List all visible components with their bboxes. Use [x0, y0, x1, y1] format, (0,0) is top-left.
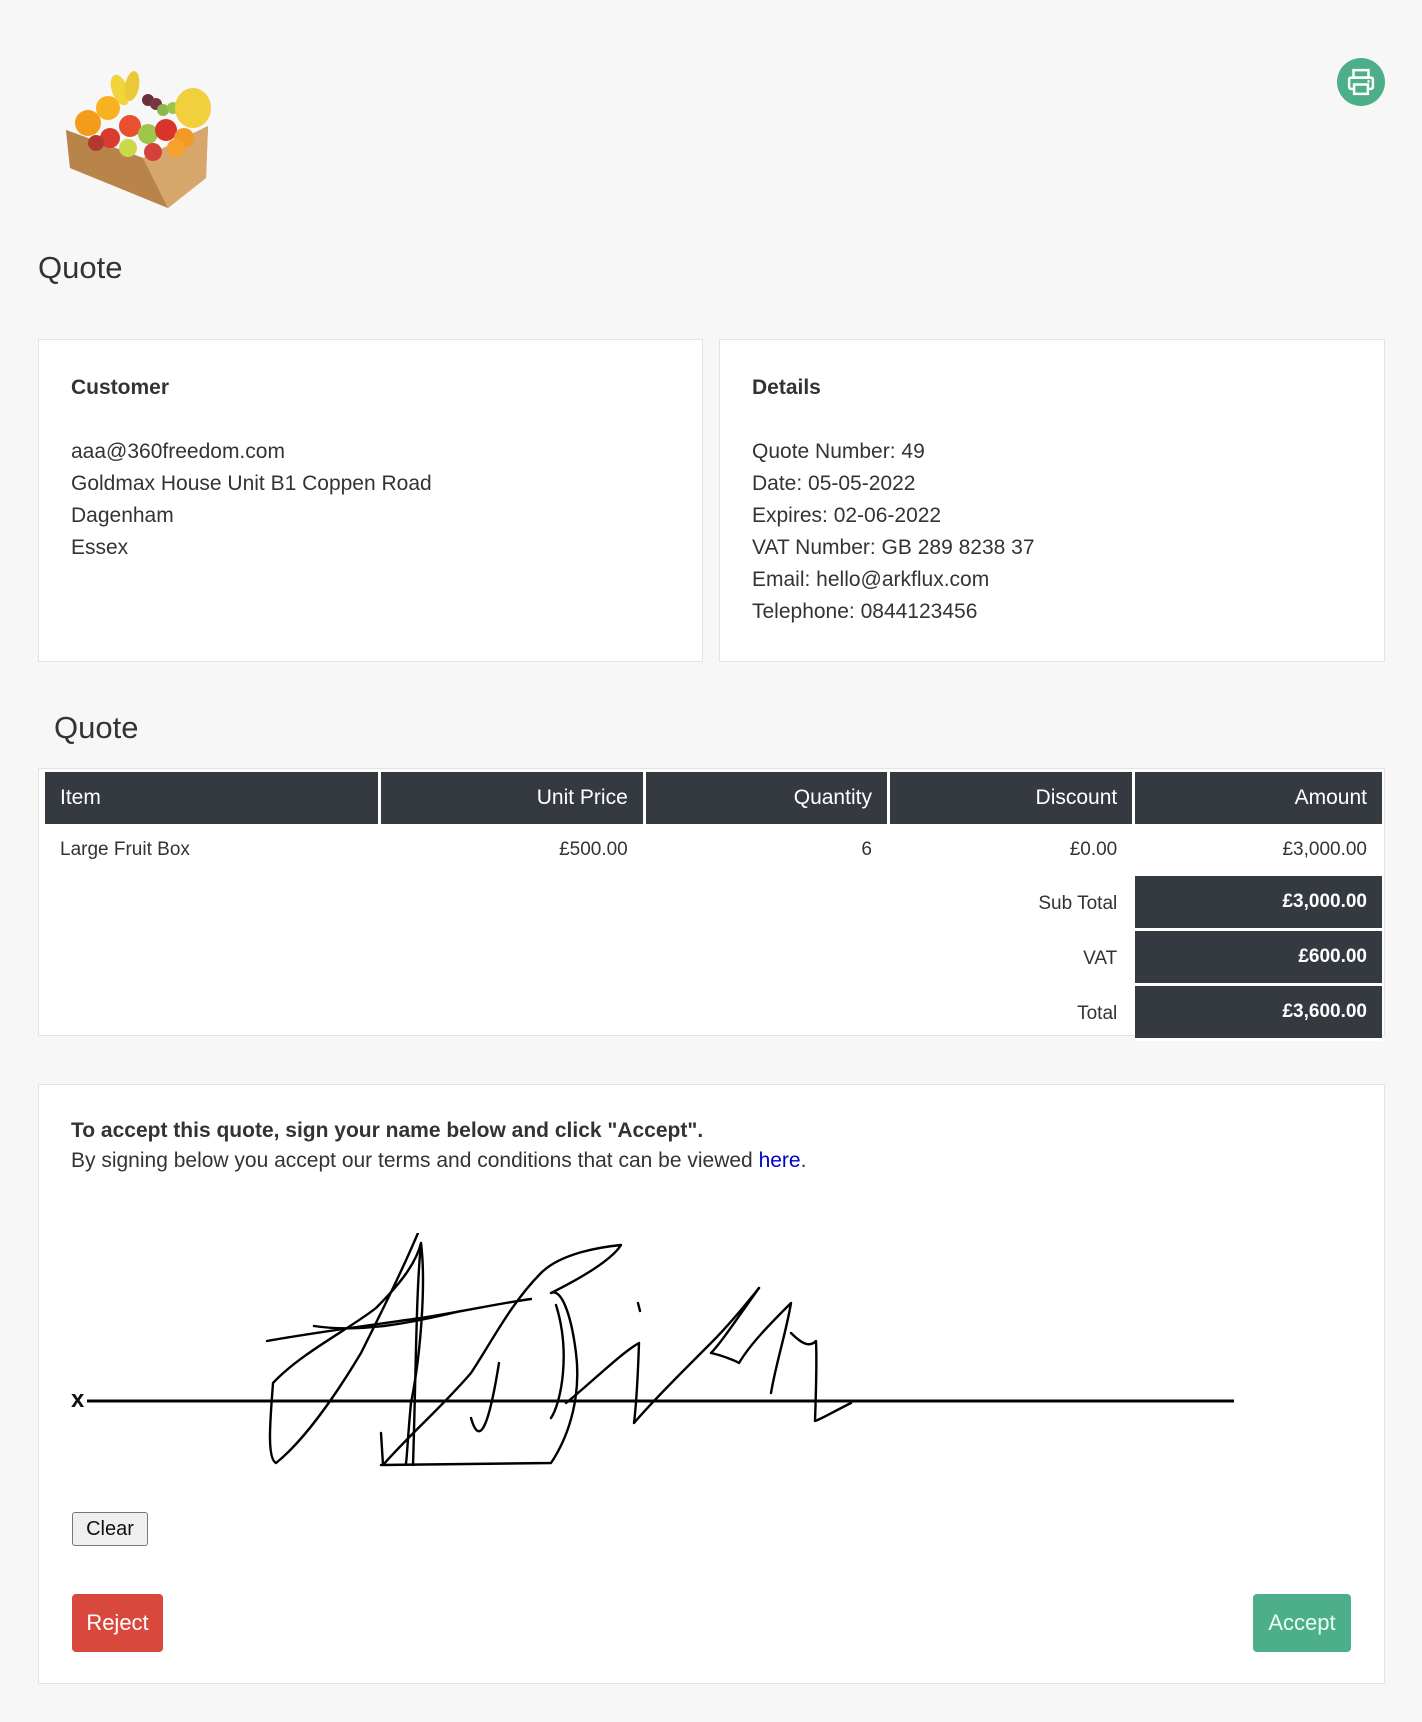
total-label: Total: [1077, 1002, 1118, 1024]
vat-label: VAT: [1083, 947, 1118, 969]
quote-table: [42, 772, 1385, 1041]
column-header-discount: Discount: [890, 772, 1132, 824]
signature-drawing: [71, 1233, 1361, 1483]
vat-number: VAT Number: GB 289 8238 37: [752, 536, 1035, 559]
customer-city: Dagenham: [71, 504, 174, 527]
customer-county: Essex: [71, 536, 129, 559]
quote-number: Quote Number: 49: [752, 440, 925, 463]
cell-discount: £0.00: [1069, 839, 1118, 860]
reject-button[interactable]: Reject: [72, 1594, 163, 1652]
customer-address: Goldmax House Unit B1 Coppen Road: [71, 472, 432, 495]
customer-card: [38, 339, 703, 662]
cell-amount: £3,000.00: [1282, 839, 1367, 860]
details-card: [719, 339, 1385, 662]
column-header-amount: Amount: [1135, 772, 1382, 824]
total-value: £3,600.00: [1135, 986, 1382, 1041]
customer-heading: Customer: [71, 376, 170, 399]
subtotal-value: £3,000.00: [1135, 876, 1382, 931]
clear-signature-button[interactable]: Clear: [72, 1512, 148, 1546]
printer-icon: [1346, 67, 1376, 97]
quote-table-container: [38, 768, 1385, 1036]
column-header-item: Item: [45, 772, 378, 824]
terms-prefix: By signing below you accept our terms and conditions that can be viewed: [71, 1149, 759, 1172]
customer-email: aaa@360freedom.com: [71, 440, 285, 463]
quote-section-title: Quote: [54, 710, 139, 745]
signature-card: [38, 1084, 1385, 1684]
table-header-row: [45, 772, 1382, 824]
total-row: [45, 986, 1382, 1041]
table-row: [45, 824, 1382, 876]
terms-link[interactable]: here: [758, 1149, 801, 1172]
fruit-box-logo: [58, 68, 218, 218]
cell-item: Large Fruit Box: [60, 839, 190, 860]
terms-suffix: .: [800, 1149, 807, 1172]
cell-quantity: 6: [861, 839, 872, 860]
vat-value: £600.00: [1135, 931, 1382, 986]
signature-instruction: To accept this quote, sign your name below and click "Accept".: [71, 1119, 704, 1142]
signature-line-marker: x: [71, 1386, 85, 1413]
subtotal-row: [45, 876, 1382, 931]
company-telephone: Telephone: 0844123456: [752, 600, 978, 623]
page-title: Quote: [38, 250, 123, 285]
subtotal-label: Sub Total: [1038, 892, 1118, 914]
cell-unit-price: £500.00: [559, 839, 628, 860]
quote-date: Date: 05-05-2022: [752, 472, 916, 495]
terms-text: [71, 1149, 1352, 1173]
column-header-quantity: Quantity: [646, 772, 887, 824]
signature-pad[interactable]: [71, 1233, 1361, 1483]
accept-button[interactable]: Accept: [1253, 1594, 1351, 1652]
company-email: Email: hello@arkflux.com: [752, 568, 990, 591]
quote-expires: Expires: 02-06-2022: [752, 504, 942, 527]
print-button[interactable]: [1337, 58, 1385, 106]
details-heading: Details: [752, 376, 821, 399]
column-header-unit-price: Unit Price: [381, 772, 643, 824]
vat-row: [45, 931, 1382, 986]
